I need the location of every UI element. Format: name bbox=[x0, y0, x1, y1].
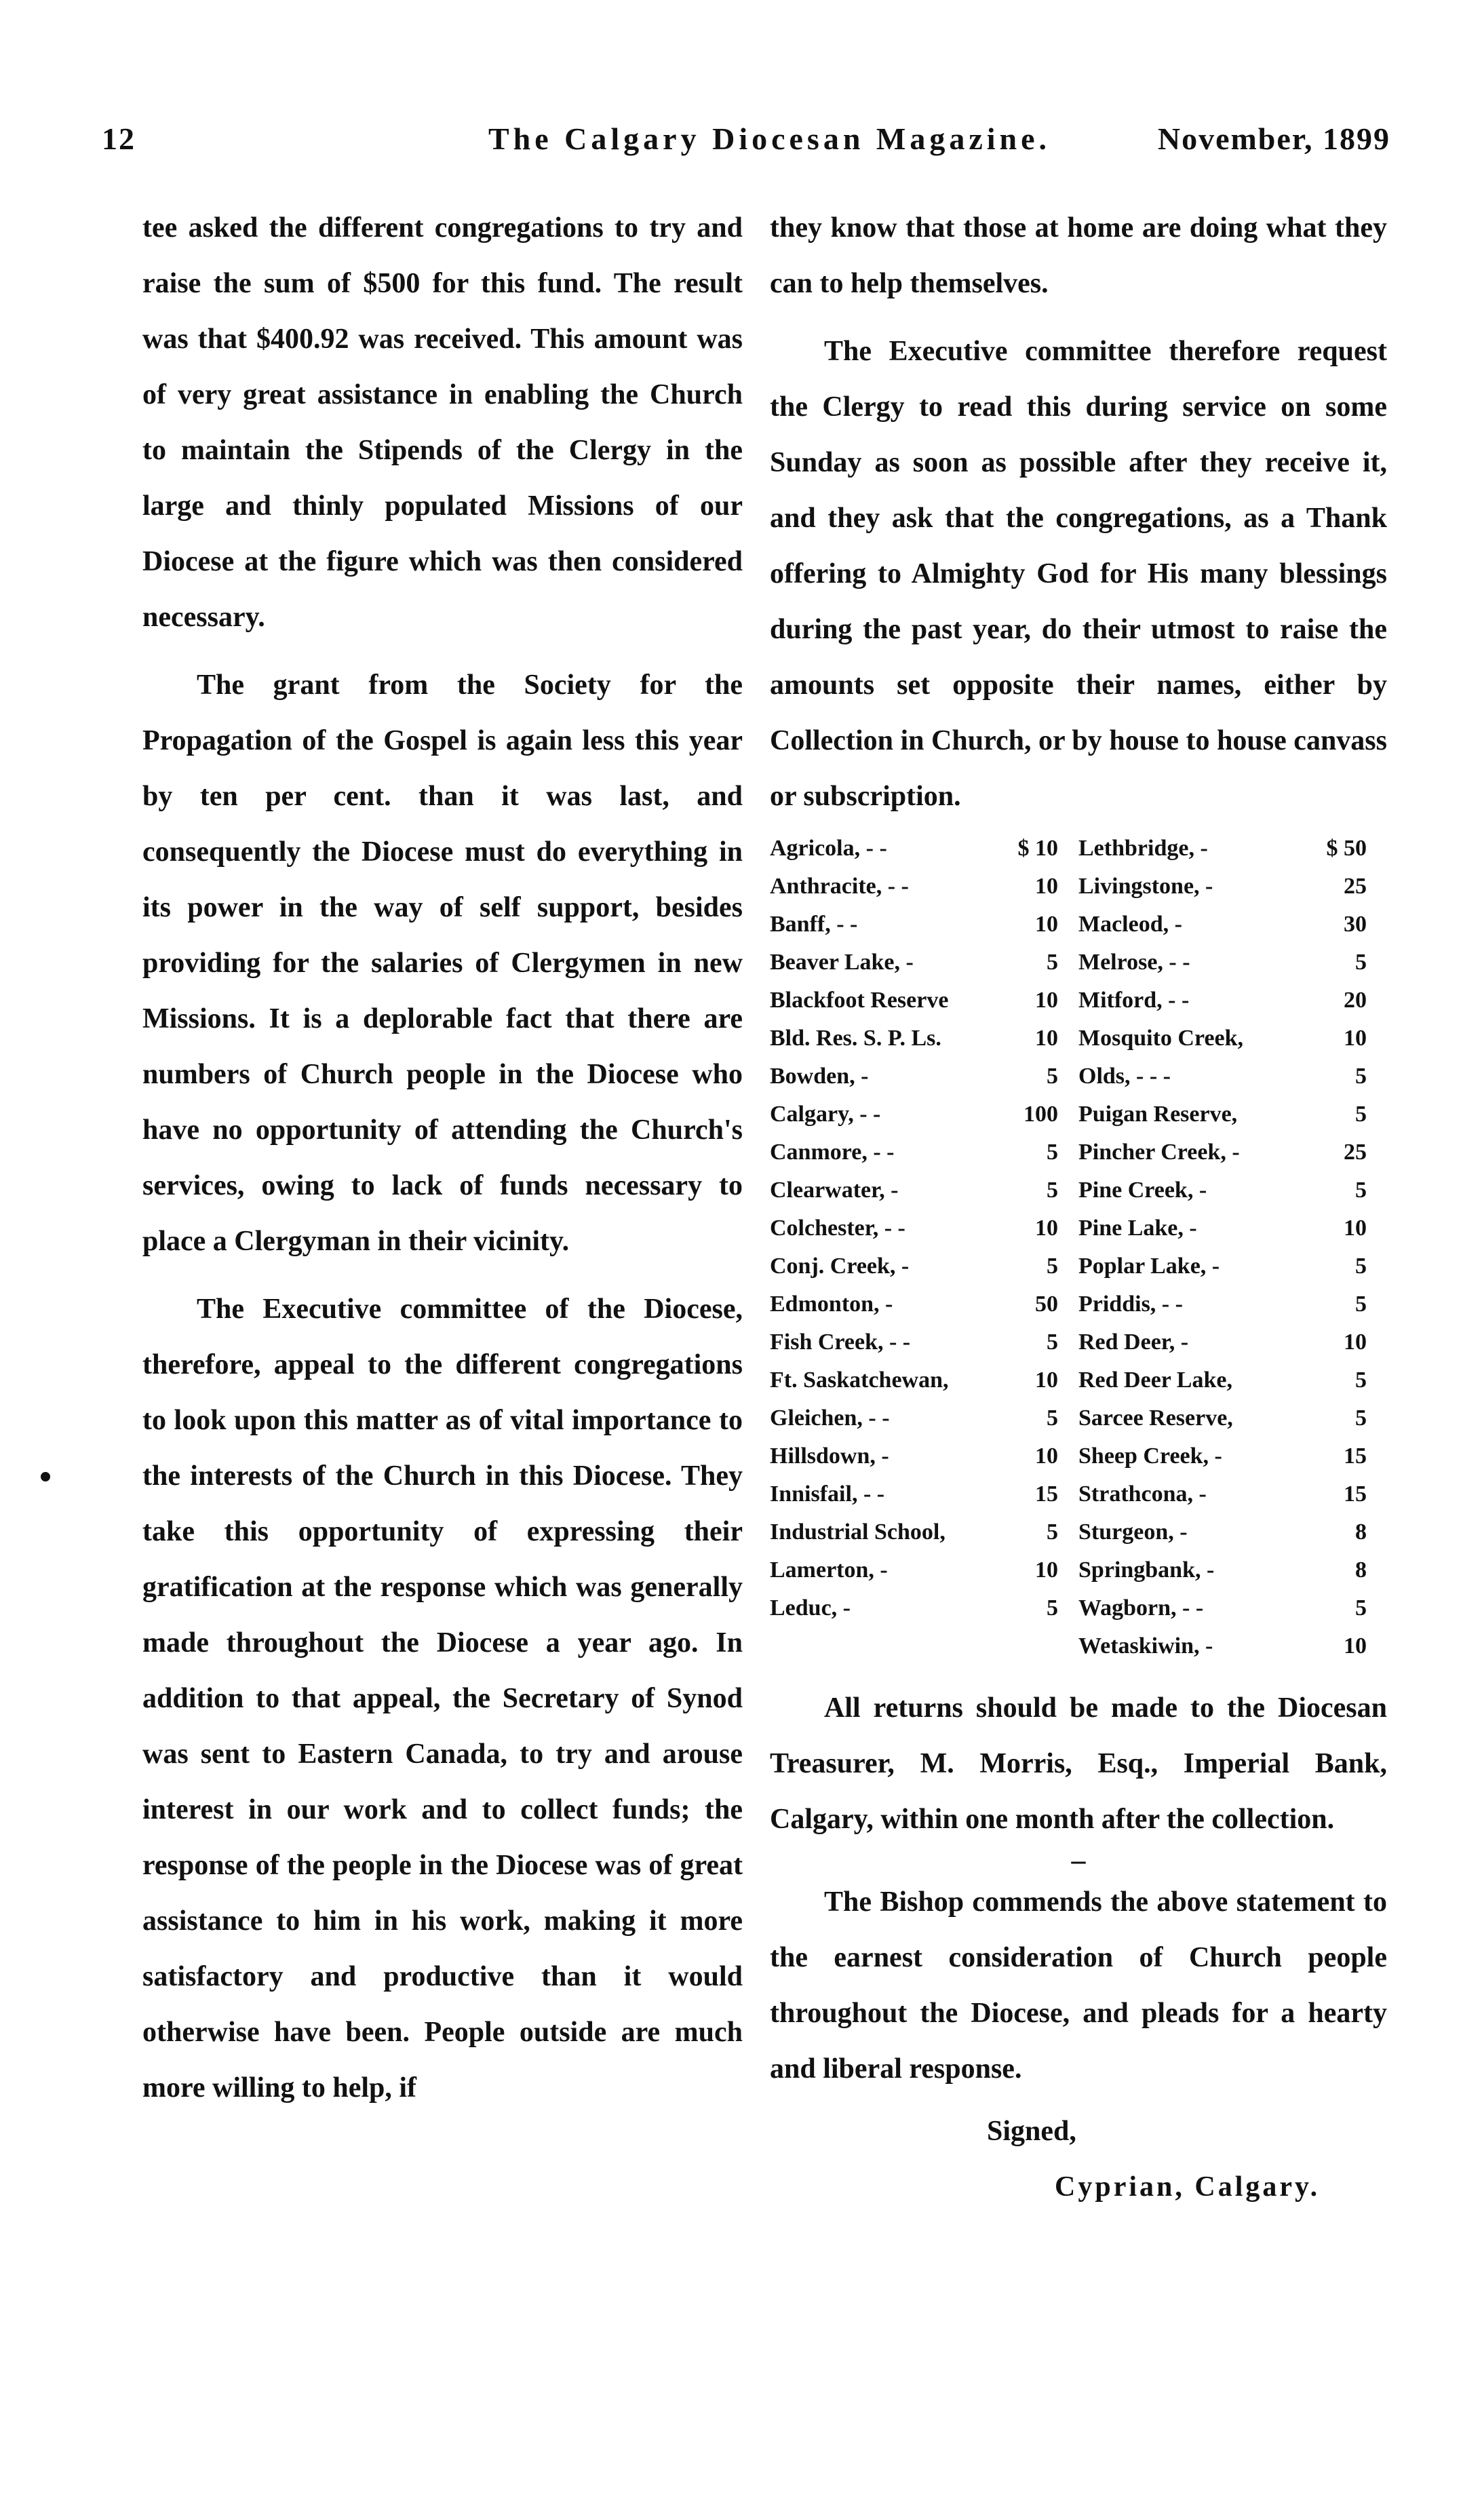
parish-name: Macleod, - bbox=[1078, 912, 1182, 937]
parish-amount: 5 bbox=[1047, 1178, 1058, 1203]
separator-dash: – bbox=[1071, 1845, 1086, 1876]
parish-name: Gleichen, - - bbox=[770, 1406, 890, 1431]
parish-amount: 100 bbox=[1023, 1102, 1058, 1127]
parish-name: Bowden, - bbox=[770, 1064, 869, 1089]
parish-name: Strathcona, - bbox=[1078, 1481, 1207, 1507]
parish-row bbox=[770, 944, 1387, 982]
parish-amount: 5 bbox=[1355, 1595, 1367, 1621]
parish-row bbox=[770, 1323, 1387, 1361]
parish-entry bbox=[770, 1285, 1078, 1323]
parish-entry bbox=[770, 868, 1078, 906]
parish-entry bbox=[770, 1171, 1078, 1209]
parish-amount: 5 bbox=[1355, 1368, 1367, 1393]
parish-amount: 10 bbox=[1344, 1026, 1367, 1051]
parish-entry bbox=[770, 1058, 1078, 1096]
signature: Cyprian, Calgary. bbox=[1055, 2171, 1321, 2203]
parish-name: Priddis, - - bbox=[1078, 1292, 1183, 1317]
parish-amount: 10 bbox=[1344, 1330, 1367, 1355]
parish-entry bbox=[1078, 1058, 1387, 1096]
parish-entry bbox=[770, 1513, 1078, 1551]
parish-name: Leduc, - bbox=[770, 1595, 851, 1621]
parish-name: Conj. Creek, - bbox=[770, 1254, 910, 1279]
parish-row bbox=[770, 1247, 1387, 1285]
parish-name: Poplar Lake, - bbox=[1078, 1254, 1220, 1279]
parish-amount: 50 bbox=[1035, 1292, 1058, 1317]
parish-entry bbox=[770, 1551, 1078, 1589]
parish-entry bbox=[1078, 1551, 1387, 1589]
parish-name: Wetaskiwin, - bbox=[1078, 1633, 1213, 1659]
parish-amount: 8 bbox=[1355, 1557, 1367, 1583]
parish-name: Livingstone, - bbox=[1078, 874, 1213, 899]
parish-amount: 10 bbox=[1035, 988, 1058, 1013]
parish-amount: 5 bbox=[1047, 950, 1058, 975]
parish-row bbox=[770, 982, 1387, 1020]
parish-amount: 5 bbox=[1047, 1140, 1058, 1165]
parish-amount: 5 bbox=[1355, 1102, 1367, 1127]
parish-row bbox=[770, 1437, 1387, 1475]
parish-name: Ft. Saskatchewan, bbox=[770, 1368, 949, 1393]
parish-row bbox=[770, 1133, 1387, 1171]
paragraph-committee-appeal: The Executive committee of the Diocese, therefore, appeal to the different congregations to look upon this matter as of vital importance to the interests of the Church in this Diocese. They take this opportunity of expressing their gratification at the response which was generally made throughout the Diocese a year ago. In addition to that appeal, the Secretary of Synod was sent to Eastern Canada, to try and arouse interest in our work and to collect funds; the response of the people in the Diocese was of great assistance to him in his work, making it more satisfactory and productive than it would otherwise have been. People outside are much more willing to help, if bbox=[142, 1294, 743, 2104]
parish-entry bbox=[1078, 1247, 1387, 1285]
parish-entry bbox=[770, 906, 1078, 944]
parish-name: Hillsdown, - bbox=[770, 1443, 889, 1469]
parish-amount: 10 bbox=[1344, 1216, 1367, 1241]
parish-name: Canmore, - - bbox=[770, 1140, 895, 1165]
parish-entry bbox=[1078, 944, 1387, 982]
parish-entry bbox=[1078, 906, 1387, 944]
parish-name: Banff, - - bbox=[770, 912, 858, 937]
parish-name: Clearwater, - bbox=[770, 1178, 899, 1203]
parish-row bbox=[770, 1589, 1387, 1627]
parish-name: Pine Creek, - bbox=[1078, 1178, 1207, 1203]
parish-entry bbox=[770, 1096, 1078, 1133]
parish-amount: 10 bbox=[1035, 874, 1058, 899]
parish-amount: 30 bbox=[1344, 912, 1367, 937]
parish-entry bbox=[770, 1020, 1078, 1058]
parish-entry bbox=[1078, 1020, 1387, 1058]
signed-label: Signed, bbox=[987, 2116, 1076, 2147]
parish-amount: 5 bbox=[1047, 1519, 1058, 1545]
parish-name: Bld. Res. S. P. Ls. bbox=[770, 1026, 941, 1051]
parish-name: Red Deer, - bbox=[1078, 1330, 1189, 1355]
parish-amount: 15 bbox=[1035, 1481, 1058, 1507]
parish-name: Pincher Creek, - bbox=[1078, 1140, 1240, 1165]
parish-entry bbox=[770, 1323, 1078, 1361]
paragraph-sprg-grant: The grant from the Society for the Propagation of the Gospel is again less this year by ten per cent. than it was last, and consequently the Diocese must do everything in its power in the way of self support, besides providing for the salaries of Clergymen in new Missions. It is a deplorable fact that there are numbers of Church people in the Diocese who have no opportunity of attending the Church's services, owing to lack of funds necessary to place a Clergyman in their vicinity. bbox=[142, 670, 743, 1257]
parish-amount: 10 bbox=[1035, 1557, 1058, 1583]
parish-entry bbox=[1078, 1285, 1387, 1323]
parish-entry bbox=[1078, 1096, 1387, 1133]
parish-entry bbox=[1078, 1589, 1387, 1627]
parish-entry bbox=[1078, 1475, 1387, 1513]
parish-name: Innisfail, - - bbox=[770, 1481, 885, 1507]
parish-amount: 5 bbox=[1355, 1178, 1367, 1203]
parish-name: Blackfoot Reserve bbox=[770, 988, 949, 1013]
parish-entry bbox=[770, 1437, 1078, 1475]
parish-entry bbox=[1078, 1323, 1387, 1361]
parish-name: Edmonton, - bbox=[770, 1292, 893, 1317]
parish-amount: 10 bbox=[1344, 1633, 1367, 1659]
parish-entry bbox=[1078, 1133, 1387, 1171]
paragraph-returns: All returns should be made to the Diocesan Treasurer, M. Morris, Esq., Imperial Bank, Calgary, within one month after the collection. bbox=[770, 1692, 1387, 1835]
magazine-title: The Calgary Diocesan Magazine. bbox=[488, 121, 1051, 156]
parish-amount: 5 bbox=[1047, 1254, 1058, 1279]
parish-amount: 5 bbox=[1355, 1292, 1367, 1317]
parish-row bbox=[770, 906, 1387, 944]
parish-row bbox=[770, 1475, 1387, 1513]
parish-amount: 20 bbox=[1344, 988, 1367, 1013]
parish-entry bbox=[770, 1133, 1078, 1171]
parish-name: Anthracite, - - bbox=[770, 874, 909, 899]
paragraph-bishop: The Bishop commends the above statement to the earnest consideration of Church people throughout the Diocese, and pleads for a hearty and liberal response. bbox=[770, 1886, 1387, 2085]
parish-name: Melrose, - - bbox=[1078, 950, 1190, 975]
parish-entry bbox=[1078, 830, 1387, 868]
parish-amount: 8 bbox=[1355, 1519, 1367, 1545]
parish-name: Wagborn, - - bbox=[1078, 1595, 1204, 1621]
parish-entry bbox=[1078, 1361, 1387, 1399]
parish-name: Beaver Lake, - bbox=[770, 950, 914, 975]
parish-entry bbox=[1078, 1437, 1387, 1475]
parish-entry bbox=[770, 1627, 1078, 1665]
parish-amount: 10 bbox=[1035, 1443, 1058, 1469]
parish-row bbox=[770, 1020, 1387, 1058]
parish-name: Sturgeon, - bbox=[1078, 1519, 1188, 1545]
parish-name: Springbank, - bbox=[1078, 1557, 1215, 1583]
parish-amount: 25 bbox=[1344, 1140, 1367, 1165]
parish-amount: 15 bbox=[1344, 1443, 1367, 1469]
parish-name: Mitford, - - bbox=[1078, 988, 1190, 1013]
parish-entry bbox=[770, 1589, 1078, 1627]
paragraph-clergy-request: The Executive committee therefore request the Clergy to read this during service on some Sunday as soon as possible after they receive it, and they ask that the congregations, as a Thank offering to Almighty God for His many blessings during the past year, do their utmost to raise the amounts set opposite their names, either by Collection in Church, or by house to house canvass or subscription. bbox=[770, 336, 1387, 812]
page-number: 12 bbox=[102, 121, 136, 156]
parish-row bbox=[770, 1209, 1387, 1247]
paragraph-continuation: they know that those at home are doing what they can to help themselves. bbox=[770, 212, 1387, 299]
parish-entry bbox=[1078, 1171, 1387, 1209]
parish-amount: 10 bbox=[1035, 1026, 1058, 1051]
parish-amount: 5 bbox=[1047, 1330, 1058, 1355]
parish-amount: 5 bbox=[1355, 1406, 1367, 1431]
parish-row bbox=[770, 1285, 1387, 1323]
parish-name: Calgary, - - bbox=[770, 1102, 881, 1127]
parish-name: Lethbridge, - bbox=[1078, 836, 1208, 861]
parish-entry bbox=[770, 1399, 1078, 1437]
parish-name: Lamerton, - bbox=[770, 1557, 888, 1583]
parish-amount: $ 50 bbox=[1326, 836, 1367, 861]
left-column bbox=[142, 200, 743, 2116]
parish-name: Colchester, - - bbox=[770, 1216, 905, 1241]
parish-name: Puigan Reserve, bbox=[1078, 1102, 1238, 1127]
parish-name: Mosquito Creek, bbox=[1078, 1026, 1244, 1051]
parish-amount: 5 bbox=[1047, 1064, 1058, 1089]
parish-amount: 5 bbox=[1047, 1406, 1058, 1431]
paragraph-fund-result: tee asked the different congregations to try and raise the sum of $500 for this fund. The result was that $400.92 was received. This amount was of very great assistance in enabling the Church to maintain the Stipends of the Clergy in the large and thinly populated Missions of our Diocese at the figure which was then considered necessary. bbox=[142, 212, 743, 633]
parish-amount: 15 bbox=[1344, 1481, 1367, 1507]
parish-amount: 5 bbox=[1047, 1595, 1058, 1621]
parish-amount: 5 bbox=[1355, 950, 1367, 975]
parish-name: Fish Creek, - - bbox=[770, 1330, 911, 1355]
parish-entry bbox=[1078, 1627, 1387, 1665]
parish-row bbox=[770, 1171, 1387, 1209]
parish-row bbox=[770, 868, 1387, 906]
parish-row bbox=[770, 1058, 1387, 1096]
parish-name: Olds, - - - bbox=[1078, 1064, 1171, 1089]
parish-name: Agricola, - - bbox=[770, 836, 887, 861]
parish-entry bbox=[770, 1361, 1078, 1399]
parish-name: Sheep Creek, - bbox=[1078, 1443, 1222, 1469]
parish-entry bbox=[1078, 1399, 1387, 1437]
parish-amount: 5 bbox=[1355, 1254, 1367, 1279]
parish-entry bbox=[770, 1209, 1078, 1247]
parish-name: Sarcee Reserve, bbox=[1078, 1406, 1233, 1431]
parish-amount: $ 10 bbox=[1017, 836, 1058, 861]
parish-entry bbox=[770, 1247, 1078, 1285]
parish-amount: 10 bbox=[1035, 912, 1058, 937]
parish-entry bbox=[1078, 1513, 1387, 1551]
parish-entry bbox=[770, 944, 1078, 982]
parish-amount: 25 bbox=[1344, 874, 1367, 899]
parish-row bbox=[770, 1399, 1387, 1437]
parish-entry bbox=[1078, 1209, 1387, 1247]
margin-dot bbox=[41, 1472, 50, 1481]
issue-date: November, 1899 bbox=[1157, 121, 1390, 156]
parish-entry bbox=[1078, 982, 1387, 1020]
page-header bbox=[102, 121, 1390, 168]
parish-assessment-list bbox=[770, 830, 1387, 1665]
parish-amount: 10 bbox=[1035, 1368, 1058, 1393]
parish-amount: 10 bbox=[1035, 1216, 1058, 1241]
parish-entry bbox=[770, 1475, 1078, 1513]
parish-row bbox=[770, 830, 1387, 868]
parish-entry bbox=[770, 830, 1078, 868]
right-column bbox=[770, 200, 1387, 2215]
parish-row bbox=[770, 1551, 1387, 1589]
parish-amount: 5 bbox=[1355, 1064, 1367, 1089]
parish-name: Red Deer Lake, bbox=[1078, 1368, 1232, 1393]
parish-name: Pine Lake, - bbox=[1078, 1216, 1197, 1241]
parish-row bbox=[770, 1627, 1387, 1665]
parish-row bbox=[770, 1513, 1387, 1551]
parish-entry bbox=[1078, 868, 1387, 906]
parish-row bbox=[770, 1096, 1387, 1133]
parish-name: Industrial School, bbox=[770, 1519, 945, 1545]
parish-entry bbox=[770, 982, 1078, 1020]
parish-row bbox=[770, 1361, 1387, 1399]
